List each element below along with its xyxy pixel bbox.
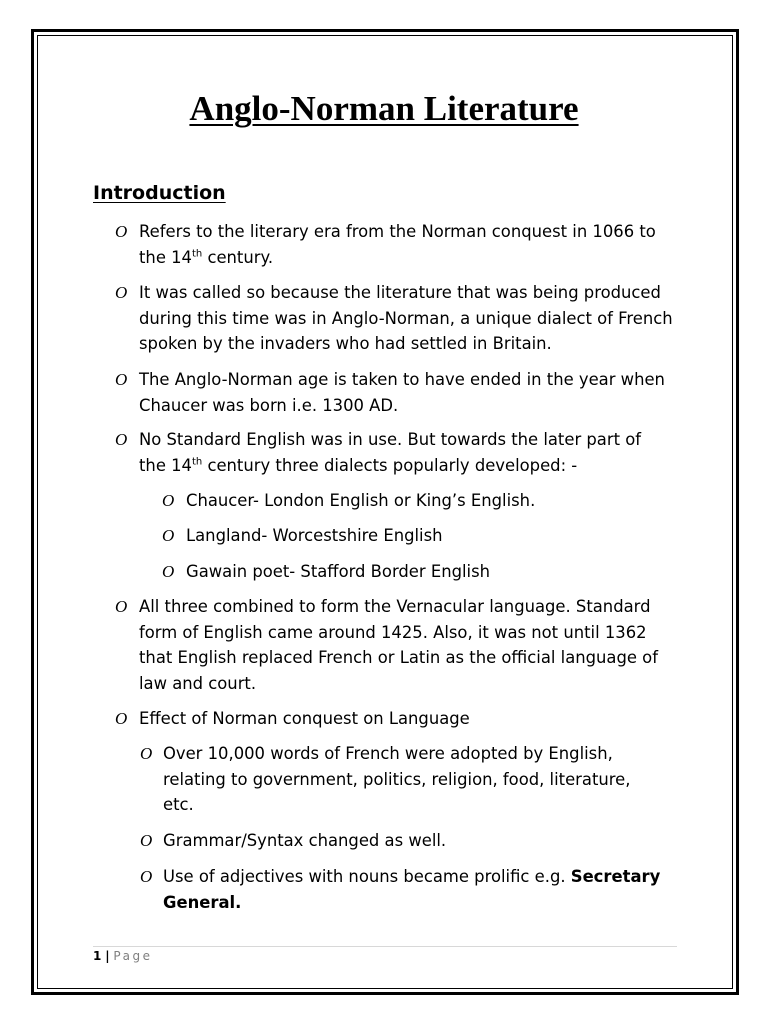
sub-bullet-icon: O — [140, 831, 153, 850]
sub-bullet-icon: O — [162, 491, 175, 510]
bullet-icon: O — [115, 370, 128, 389]
sub-list-item: Chaucer- London English or King’s English. — [186, 491, 536, 510]
list-item: It was called so because the literature that was being produced during this time was in Anglo-Norman, a unique dialect of French spoken by the invaders who had settled in Britain. — [139, 283, 673, 353]
list-item: The Anglo-Norman age is taken to have ended in the year when Chaucer was born i.e. 1300 AD. — [139, 370, 665, 415]
bold-term: Secretary General. — [163, 867, 661, 912]
sub-list-item: Langland- Worcestshire English — [186, 526, 443, 545]
list-item: All three combined to form the Vernacular language. Standard form of English came around 1425. Also, it was not until 1362 that English replaced French or Latin as the official language of law and court. — [139, 597, 658, 693]
list-item: Refers to the literary era from the Norman conquest in 1066 to the 14th century. — [139, 222, 656, 267]
bullet-icon: O — [115, 597, 128, 616]
sub-list-item: Grammar/Syntax changed as well. — [163, 831, 447, 850]
footer-divider — [93, 946, 677, 947]
sub-bullet-icon: O — [162, 562, 175, 581]
bullet-icon: O — [115, 430, 128, 449]
sub-list-item: Over 10,000 words of French were adopted by English, relating to government, politics, religion, food, literature, etc. — [163, 744, 631, 814]
list-item: No Standard English was in use. But towards the later part of the 14th century three dialects popularly developed: - — [139, 430, 642, 475]
bullet-icon: O — [115, 709, 128, 728]
sub-bullet-icon: O — [162, 526, 175, 545]
page-footer — [93, 947, 152, 965]
bullet-icon: O — [115, 283, 128, 302]
sub-bullet-icon: O — [140, 744, 153, 763]
sub-list-item: Gawain poet- Stafford Border English — [186, 562, 491, 581]
document-title: Anglo-Norman Literature — [189, 89, 579, 128]
bullet-icon: O — [115, 222, 128, 241]
section-heading-introduction: Introduction — [93, 182, 226, 204]
list-item: Effect of Norman conquest on Language — [139, 709, 470, 728]
sub-list-item: Use of adjectives with nouns became prolific e.g. Secretary General. — [163, 867, 661, 912]
footer-separator: | — [105, 949, 110, 963]
page-label: Page — [113, 949, 153, 963]
sub-bullet-icon: O — [140, 867, 153, 886]
page-number: 1 — [93, 949, 102, 963]
